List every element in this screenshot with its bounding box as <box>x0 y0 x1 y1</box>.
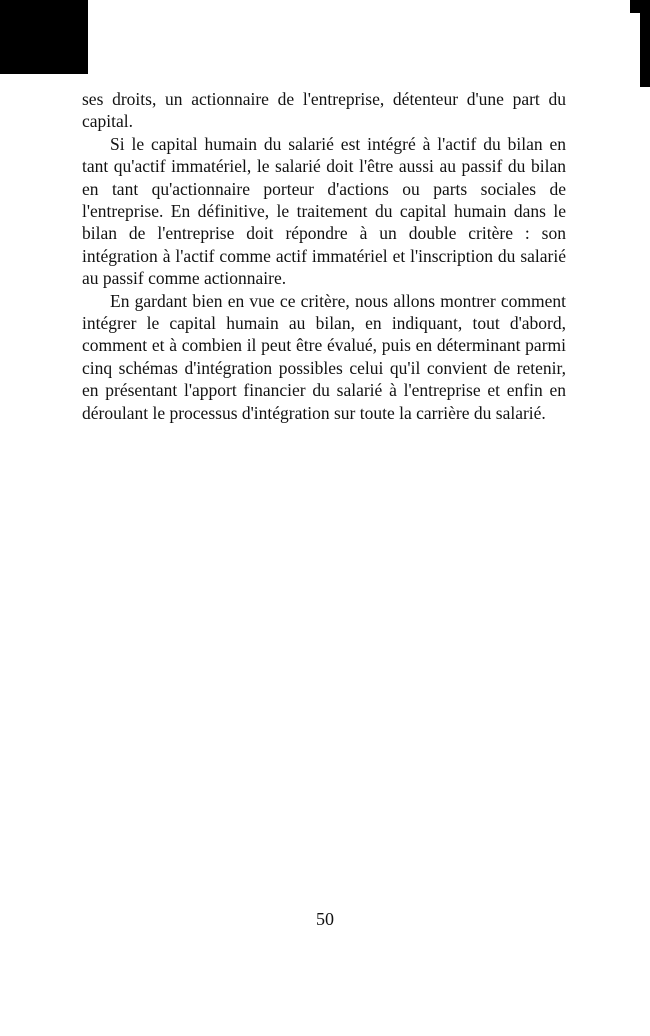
page-text-block <box>82 88 566 424</box>
paragraph: Si le capital humain du salarié est intégré à l'actif du bilan en tant qu'actif immatériel, le salarié doit l'être aussi au passif du bilan en tant qu'actionnaire porteur d'actions ou parts sociales de l'entreprise. En définitive, le traitement du capital humain dans le bilan de l'entreprise doit répondre à un double critère : son intégration à l'actif comme actif immatériel et l'inscription du salarié au passif comme actionnaire. <box>82 133 566 289</box>
paragraph: En gardant bien en vue ce critère, nous allons montrer comment intégrer le capital humain au bilan, en indiquant, tout d'abord, comment et à combien il peut être évalué, puis en déterminant parmi cinq schémas d'intégration possibles celui qu'il convient de retenir, en présentant l'apport financier du salarié à l'entreprise et enfin en déroulant le processus d'intégration sur toute la carrière du salarié. <box>82 290 566 423</box>
scan-artifact-top-left <box>0 0 88 74</box>
scan-artifact-top-right-cap <box>630 0 650 13</box>
page-number: 50 <box>316 909 334 929</box>
scan-artifact-top-right-strip <box>640 0 650 87</box>
paragraph-continuation: ses droits, un actionnaire de l'entreprise, détenteur d'une part du capital. <box>82 89 566 132</box>
